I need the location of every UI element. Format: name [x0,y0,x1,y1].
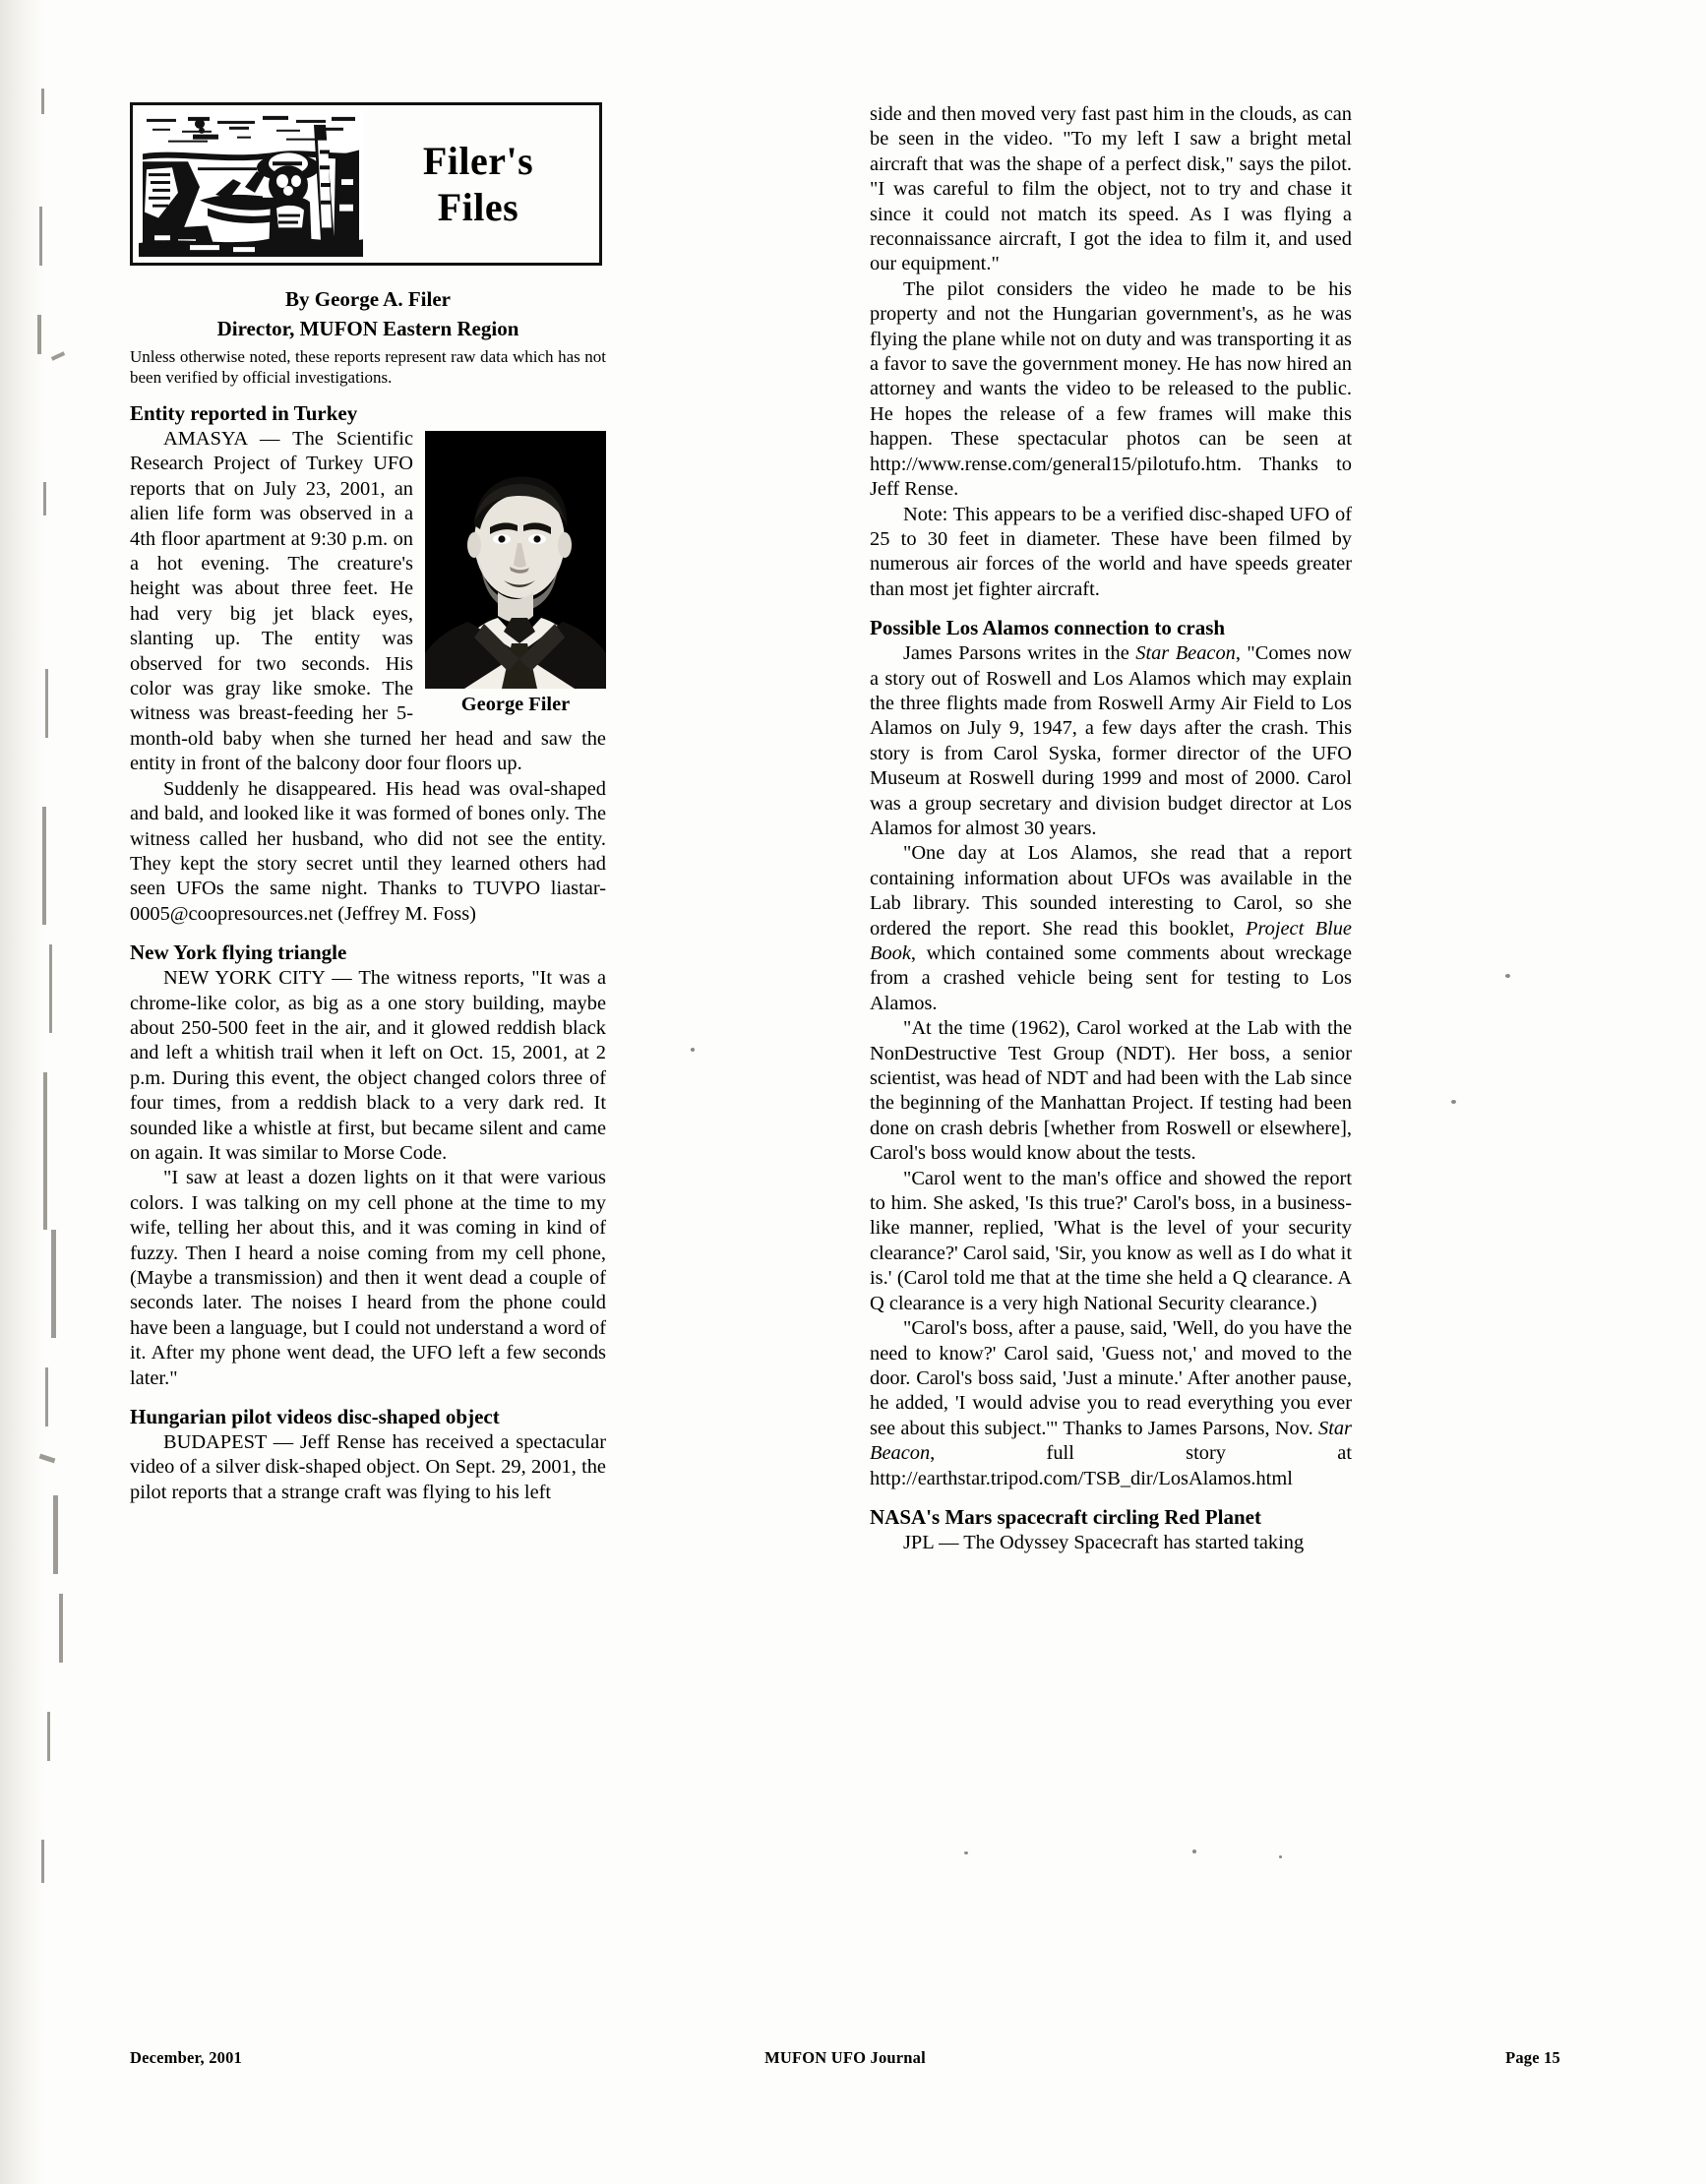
rich-paragraph-group [870,641,1352,1491]
text-run: "Carol's boss, after a pause, said, 'Well, do you have the need to know?' Carol said, 'Guess not,' and moved to the door. Carol's boss said, 'Just a minute.' After another pause, he added, 'I would advise you to read everything you ever see about this subject.'" Thanks to James Parsons, Nov. [870,1317,1352,1439]
masthead-illustration-icon [139,111,363,257]
page-footer [130,2048,1560,2068]
paragraph: The pilot considers the video he made to be his property and not the Hungarian government's, as he was flying the plane while not on duty and was transporting it as a favor to save the government money. He has now hired an attorney and wants the video to be released to the public. He hopes the release of a few frames will make this happen. These spectacular photos can be seen at http://www.rense.com/general15/pilotufo.htm. Thanks to Jeff Rense. [870,277,1352,501]
scan-speck [1451,1100,1456,1104]
disclaimer-text: Unless otherwise noted, these reports represent raw data which has not been verified by official investigations. [130,347,606,387]
italic-title: Project Blue Book [870,917,1352,964]
section-heading-nasa-mars: NASA's Mars spacecraft circling Red Planet [870,1504,1261,1529]
paragraph [870,1016,1352,1166]
byline-line-1: By George A. Filer [285,287,451,311]
paragraph [870,841,1352,1016]
masthead-title [363,105,599,263]
paragraph: Note: This appears to be a verified disc-shaped UFO of 25 to 30 feet in diameter. These have been filmed by numerous air forces of the world and have speeds greater than most jet fighter aircraft. [870,503,1352,600]
scan-speck [1192,1850,1196,1853]
scan-edge-artifacts [30,59,108,2125]
paragraph: AMASYA — The Scientific Research Project of Turkey UFO reports that on July 23, 2001, an alien life form was observed in a 4th floor apartment at 9:30 p.m. on a hot evening. The creature's height was about three feet. He had very big jet black eyes, slanting up. The entity was observed for two seconds. His color was gray like smoke. The witness was breast-feeding her 5-month-old baby when she turned her head and saw the entity in front of the balcony door four floors up. [130,428,606,775]
italic-title: Star Beacon [870,1417,1352,1465]
text-run: JPL — The Odyssey Spacecraft has started taking [903,1531,1305,1553]
masthead-banner [130,102,602,266]
section-heading-new-york-triangle: New York flying triangle [130,940,347,965]
scan-speck [691,1048,695,1052]
portrait-caption: George Filer [460,694,571,715]
paragraph: Suddenly he disappeared. His head was oval-shaped and bald, and looked like it was formed of bones only. The witness called her husband, who did not see the entity. They kept the story secret until they learned others had seen UFOs the same night. Thanks to TUVPO liastar-0005@coopresources.net (Jeffrey M. Foss) [130,777,606,925]
masthead-title-line-2: Files [437,185,519,229]
section-heading-los-alamos: Possible Los Alamos connection to crash [870,616,1226,640]
paragraph: NEW YORK CITY — The witness reports, "It was a chrome-like color, as big as a one story building, maybe about 250-500 feet in the air, and it glowed reddish black and left a whitish trail when it left on Oct. 15, 2001, at 2 p.m. During this event, the object changed colors three of four times, from a reddish black to a very dark red. It sounded like a whistle at first, but became silent and came on again. It was similar to Morse Code. [130,967,606,1164]
portrait-photo [425,431,606,689]
paragraph: "I saw at least a dozen lights on it that were various colors. I was talking on my cell phone at the time to my wife, telling her about this, and it was coming in kind of fuzzy. Then I heard a noise coming from my cell phone, (Maybe a transmission) and then it went dead a couple of seconds later. The noises I heard from the phone could have been a language, but I could not understand a word of it. After my phone went dead, the UFO left a few seconds later." [130,1167,606,1389]
scan-speck [964,1851,968,1854]
scan-speck [1505,974,1510,978]
footer-issue-date: December, 2001 [130,2048,242,2067]
italic-title: Star Beacon [1135,642,1236,665]
masthead-title-line-1: Filer's [422,138,534,183]
paragraph [870,641,1352,841]
text-run: , which contained some comments about wreckage from a crashed vehicle being sent for testing to Los Alamos. [870,942,1352,1014]
left-column [130,285,606,1505]
footer-page-number: Page 15 [1505,2048,1560,2067]
text-run: , "Comes now a story out of Roswell and Los Alamos which may explain the three flights made from Roswell Army Air Field to Los Alamos on July 9, 1947, a few days after the crash. This story is from Carol Syska, former director of the UFO Museum at Roswell during 1999 and most of 2000. Carol was a group secretary and division budget director at Los Alamos for almost 30 years. [870,642,1352,839]
paragraph [870,1531,1352,1555]
right-column [870,102,1352,1555]
paragraph: BUDAPEST — Jeff Rense has received a spectacular video of a silver disk-shaped object. On Sept. 29, 2001, the pilot reports that a strange craft was flying to his left [130,1431,606,1503]
text-run: "Carol went to the man's office and showed the report to him. She asked, 'Is this true?' Carol's boss, in a business-like manner, replied, 'What is the level of your security clearance?' Carol said, 'Sir, you know as well as I do what it is.' (Carol told me that at the time she held a Q clearance. A Q clearance is a very high National Security clearance.) [870,1167,1352,1314]
footer-publication-title: MUFON UFO Journal [764,2048,926,2067]
text-run: James Parsons writes in the [903,642,1136,665]
section-heading-hungarian-pilot: Hungarian pilot videos disc-shaped object [130,1405,500,1429]
text-run: , full story at http://earthstar.tripod.com/TSB_dir/LosAlamos.html [870,1442,1352,1489]
paragraph: side and then moved very fast past him in the clouds, as can be seen in the video. "To my left I saw a bright metal aircraft that was the shape of a perfect disk," says the pilot. "I was careful to film the object, not to try and chase it since it could not match its speed. As I was flying a reconnaissance aircraft, I got the idea to film it, and used our equipment." [870,103,1352,275]
paragraph [870,1167,1352,1316]
byline-line-2: Director, MUFON Eastern Region [216,317,519,340]
text-run: "One day at Los Alamos, she read that a report containing information about UFOs was available in the Lab library. This sounded interesting to Carol, so she ordered the report. She read this booklet, [870,842,1352,940]
rich-paragraph-group [870,1531,1352,1555]
section-heading-entity-turkey: Entity reported in Turkey [130,401,358,425]
text-run: "At the time (1962), Carol worked at the Lab with the NonDestructive Test Group (NDT). Her boss, a senior scientist, was head of NDT and had been with the Lab since the beginning of the Manhattan Project. If testing had been done on crash debris [whether from Roswell or elsewhere], Carol's boss would know about the tests. [870,1017,1352,1165]
scan-speck [1279,1855,1282,1858]
paragraph [870,1316,1352,1491]
portrait-figure [425,431,606,717]
